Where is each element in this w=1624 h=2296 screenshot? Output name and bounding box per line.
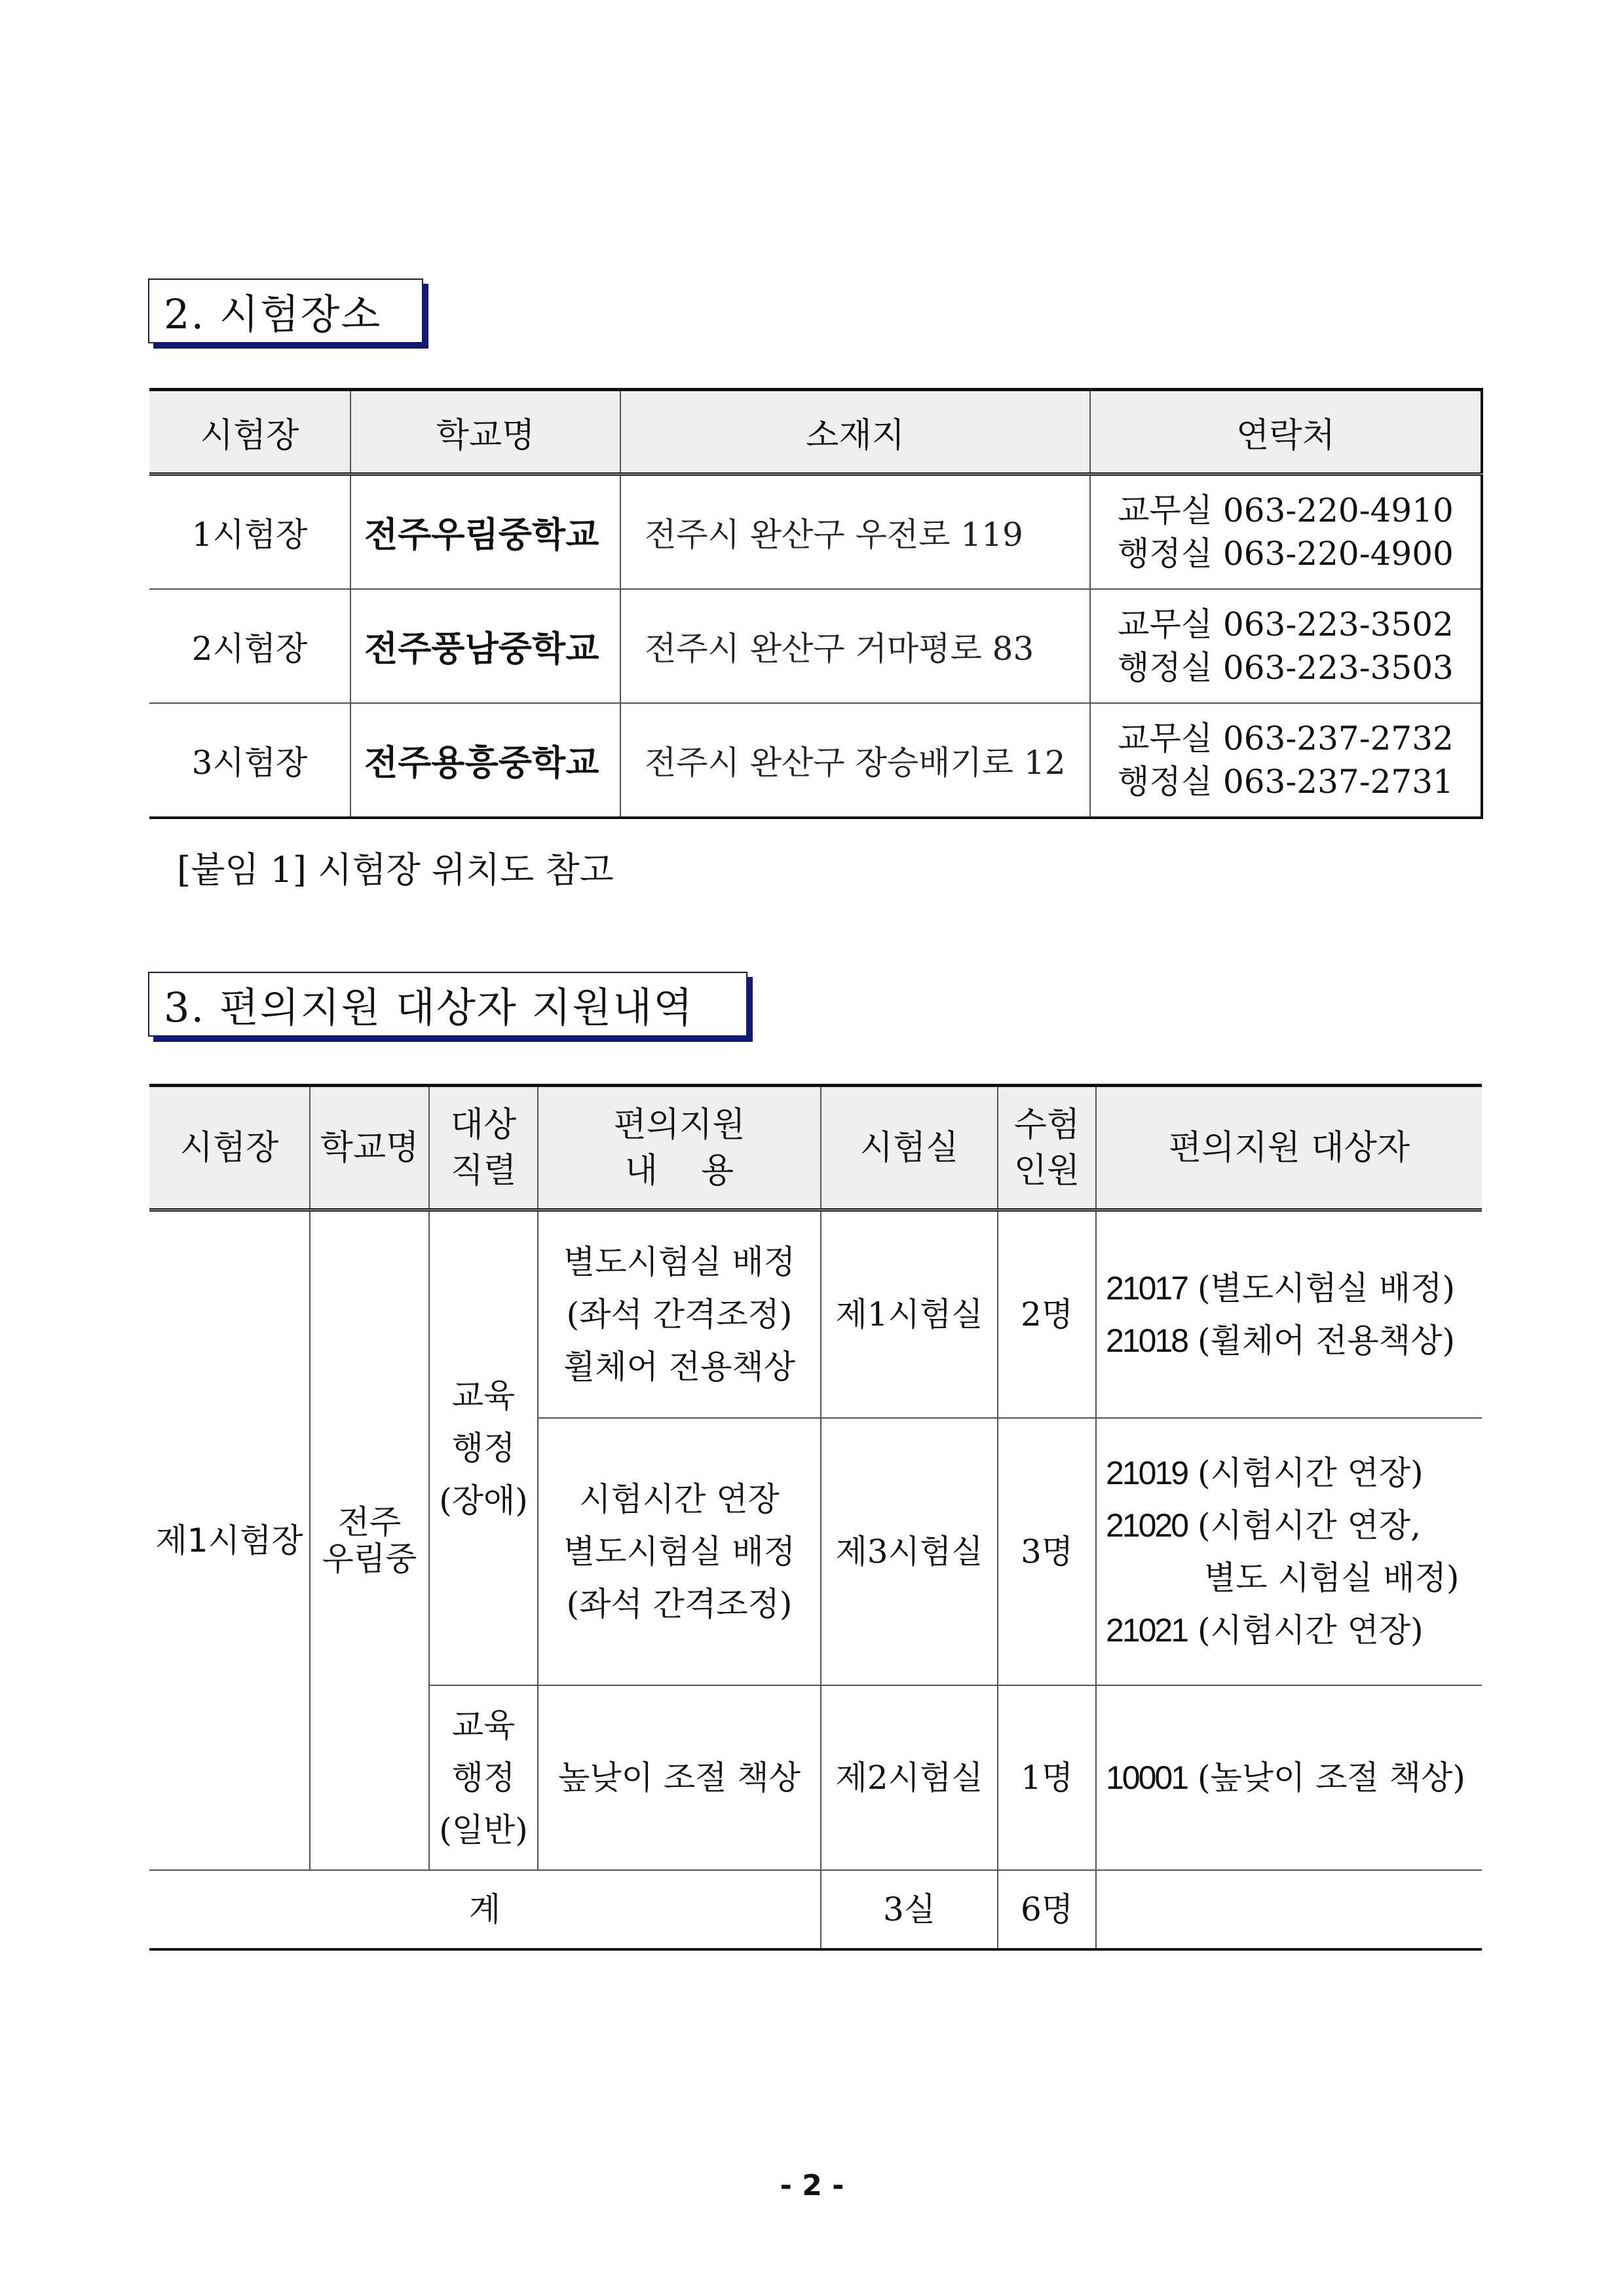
candidate-line: 21019 (시험시간 연장): [1106, 1453, 1424, 1492]
candidate-line: 21021 (시험시간 연장): [1106, 1611, 1424, 1649]
candidate-line: 별도 시험실 배정): [1204, 1558, 1460, 1597]
target-line: 교육: [451, 1706, 516, 1744]
table-header-row: [149, 390, 1482, 474]
header-line: 대상: [450, 1105, 517, 1145]
candidate-line: 21020 (시험시간 연장,: [1106, 1506, 1422, 1544]
contact-line: 행정실 063-220-4900: [1118, 535, 1454, 573]
header-line: 수험: [1013, 1105, 1080, 1145]
header-address: 소재지: [620, 390, 1090, 474]
content-cell: [538, 1210, 821, 1418]
table-row: [149, 1210, 1482, 1418]
exam-venue-table: [149, 388, 1483, 819]
header-school: 학교명: [350, 390, 620, 474]
venue-cell: 3시험장: [149, 703, 350, 818]
header-people: 편의지원 대상자: [1096, 1086, 1482, 1210]
header-count: [998, 1086, 1096, 1210]
school-cell: 전주우림중학교: [350, 474, 620, 590]
school-cell: 전주풍남중학교: [350, 589, 620, 703]
contact-line: 교무실 063-237-2732: [1118, 719, 1454, 757]
header-line: 직렬: [450, 1151, 517, 1191]
content-line: (좌석 간격조정): [566, 1295, 793, 1333]
count-cell: 2명: [998, 1210, 1096, 1418]
target-line: 행정: [451, 1758, 516, 1797]
venue-cell: 2시험장: [149, 589, 350, 703]
target-line: (장애): [439, 1481, 528, 1520]
people-cell: [1096, 1685, 1482, 1870]
count-cell: 3명: [998, 1418, 1096, 1685]
header-line: 인원: [1013, 1151, 1080, 1191]
section-title-support: [148, 972, 747, 1037]
content-cell: [538, 1418, 821, 1685]
venue-cell: 제1시험장: [149, 1210, 310, 1870]
target-line: 교육: [451, 1376, 516, 1415]
content-line: (좌석 간격조정): [566, 1584, 793, 1623]
venue-cell: 1시험장: [149, 474, 350, 590]
contact-line: 행정실 063-223-3503: [1118, 649, 1454, 687]
header-school: 학교명: [310, 1086, 429, 1210]
section-title-text: 2. 시험장소: [164, 290, 382, 338]
table-row: [149, 703, 1482, 818]
people-cell: [1096, 1210, 1482, 1418]
candidate-line: 21017 (별도시험실 배정): [1106, 1269, 1455, 1307]
target-line: 행정: [451, 1428, 516, 1467]
contact-cell: [1090, 589, 1482, 703]
room-cell: 제2시험실: [821, 1685, 998, 1870]
address-cell: 전주시 완산구 거마평로 83: [620, 589, 1090, 703]
section-title-exam-venues: [148, 278, 423, 343]
header-contact: 연락처: [1090, 390, 1482, 474]
school-line: 우림중: [322, 1539, 417, 1578]
page-number: - 2 -: [780, 2169, 844, 2202]
header-line: 내 용: [624, 1151, 734, 1191]
room-cell: 제1시험실: [821, 1210, 998, 1418]
candidate-line: 21018 (휠체어 전용책상): [1106, 1321, 1455, 1360]
school-line: 전주: [337, 1502, 402, 1541]
content-line: 별도시험실 배정: [563, 1532, 795, 1571]
header-venue: 시험장: [149, 390, 350, 474]
table-header-row: [149, 1086, 1482, 1210]
contact-line: 행정실 063-237-2731: [1118, 763, 1454, 801]
header-content: [538, 1086, 821, 1210]
support-table: [149, 1084, 1482, 1951]
school-cell: [310, 1210, 429, 1870]
header-line: 편의지원: [613, 1105, 746, 1145]
contact-line: 교무실 063-223-3502: [1118, 605, 1454, 643]
header-venue: 시험장: [149, 1086, 310, 1210]
room-cell: 제3시험실: [821, 1418, 998, 1685]
target-line: (일반): [439, 1810, 528, 1849]
attachment-note: [붙임 1] 시험장 위치도 참고: [177, 849, 614, 890]
total-count: 6명: [998, 1870, 1096, 1949]
content-cell: [538, 1685, 821, 1870]
address-cell: 전주시 완산구 장승배기로 12: [620, 703, 1090, 818]
target-group-cell: [429, 1685, 538, 1870]
candidate-line: 10001 (높낮이 조절 책상): [1106, 1758, 1465, 1797]
target-group-cell: [429, 1210, 538, 1685]
section-title-text: 3. 편의지원 대상자 지원내역: [164, 984, 694, 1031]
content-line: 높낮이 조절 책상: [558, 1758, 801, 1797]
contact-cell: [1090, 474, 1482, 590]
contact-line: 교무실 063-220-4910: [1118, 491, 1454, 529]
header-room: 시험실: [821, 1086, 998, 1210]
school-cell: 전주용흥중학교: [350, 703, 620, 818]
content-line: 시험시간 연장: [579, 1480, 780, 1518]
content-line: 별도시험실 배정: [563, 1242, 795, 1281]
total-rooms: 3실: [821, 1870, 998, 1949]
count-cell: 1명: [998, 1685, 1096, 1870]
total-people: [1096, 1870, 1482, 1949]
address-cell: 전주시 완산구 우전로 119: [620, 474, 1090, 590]
contact-cell: [1090, 703, 1482, 818]
total-row: [149, 1870, 1482, 1949]
people-cell: [1096, 1418, 1482, 1685]
table-row: [149, 474, 1482, 590]
content-line: 휠체어 전용책상: [563, 1347, 795, 1386]
header-target: [429, 1086, 538, 1210]
total-label: 계: [149, 1870, 821, 1949]
table-row: [149, 589, 1482, 703]
